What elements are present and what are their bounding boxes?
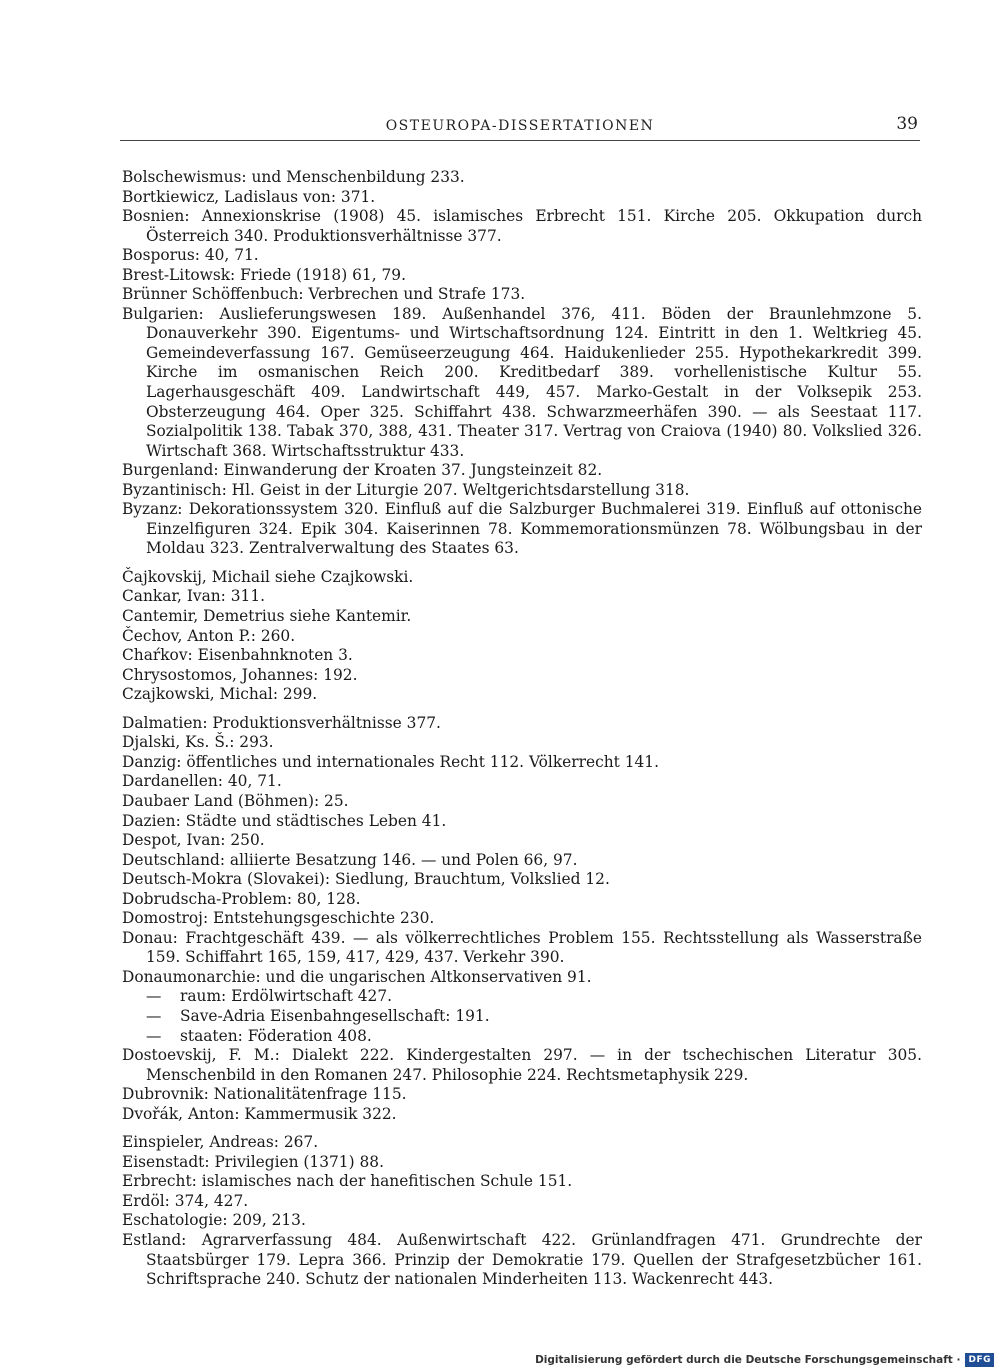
index-entry [122, 646, 922, 666]
entry-text: Domostroj: Entstehungsgeschichte 230. [122, 909, 435, 928]
entry-text: Einspieler, Andreas: 267. [122, 1133, 319, 1152]
subentry-dash: — [146, 1006, 162, 1025]
entry-text: Čajkovskij, Michail siehe Czajkowski. [122, 567, 414, 586]
index-entry [122, 929, 922, 968]
entry-text: Bolschewismus: und Menschenbildung 233. [122, 168, 465, 186]
index-entry [122, 1211, 922, 1231]
entry-text: staaten: Föderation 408. [180, 1026, 372, 1045]
header-rule [120, 140, 920, 141]
index-entry [122, 285, 922, 305]
entry-text: Brünner Schöffenbuch: Verbrechen und Strafe 173. [122, 285, 526, 304]
entry-text: Dostoevskij, F. M.: Dialekt 222. Kindergestalten 297. — in der tschechischen Literatur 305. Menschenbild in den Romanen 247. Philosophie 224. Rechtsmetaphysik 229. [122, 1046, 922, 1084]
index-entry [122, 1172, 922, 1192]
entry-text: Brest-Litowsk: Friede (1918) 61, 79. [122, 265, 406, 284]
index-letter-group [122, 1133, 922, 1289]
entry-text: Cantemir, Demetrius siehe Kantemir. [122, 607, 412, 626]
entry-text: Bosporus: 40, 71. [122, 246, 259, 265]
index-entry [122, 305, 922, 461]
index-entry [122, 772, 922, 792]
index-entry [122, 207, 922, 246]
index-entry [122, 792, 922, 812]
entry-text: Donau: Frachtgeschäft 439. — als völkerrechtliches Problem 155. Rechtsstellung als Wasserstraße 159. Schiffahrt 165, 159, 417, 429, 437. Verkehr 390. [122, 928, 922, 967]
index-entry [122, 1105, 922, 1125]
entry-text: Cankar, Ivan: 311. [122, 587, 266, 606]
entry-text: Daubaer Land (Böhmen): 25. [122, 791, 349, 810]
index-subentry [122, 1027, 922, 1047]
index-subentry [122, 1007, 922, 1027]
index-entry [122, 266, 922, 286]
index-entry [122, 831, 922, 851]
index-entry [122, 627, 922, 647]
index-entry [122, 168, 922, 188]
entry-text: Dardanellen: 40, 71. [122, 772, 282, 791]
index-entry [122, 587, 922, 607]
digitization-credit [535, 1352, 994, 1368]
index-entry [122, 851, 922, 871]
entry-text: Eschatologie: 209, 213. [122, 1211, 306, 1230]
subentry-dash: — [146, 1026, 162, 1045]
entry-text: Despot, Ivan: 250. [122, 831, 265, 850]
entry-text: Czajkowski, Michal: 299. [122, 685, 318, 704]
index-subentry [122, 987, 922, 1007]
index-entry [122, 1085, 922, 1105]
entry-text: Deutschland: alliierte Besatzung 146. — und Polen 66, 97. [122, 850, 578, 869]
entry-text: Dubrovnik: Nationalitätenfrage 115. [122, 1085, 407, 1104]
entry-text: Deutsch-Mokra (Slovakei): Siedlung, Brauchtum, Volkslied 12. [122, 870, 610, 889]
index-entry [122, 461, 922, 481]
index-entry [122, 685, 922, 705]
entry-text: Bosnien: Annexionskrise (1908) 45. islamisches Erbrecht 151. Kirche 205. Okkupation durch Österreich 340. Produktionsverhältnisse 377. [122, 207, 922, 245]
entry-text: Čechov, Anton P.: 260. [122, 626, 296, 645]
index-entry [122, 1231, 922, 1290]
index-entry [122, 890, 922, 910]
index-entry [122, 714, 922, 734]
index-entry [122, 666, 922, 686]
entry-text: Dalmatien: Produktionsverhältnisse 377. [122, 713, 441, 732]
page-number: 39 [896, 114, 918, 134]
entry-text: Danzig: öffentliches und internationales Recht 112. Völkerrecht 141. [122, 752, 659, 771]
index-entry [122, 968, 922, 988]
entry-text: Chaŕkov: Eisenbahnknoten 3. [122, 646, 353, 665]
index-entry [122, 909, 922, 929]
index-letter-group [122, 568, 922, 705]
index-letter-group [122, 714, 922, 1124]
entry-text: Byzanz: Dekorationssystem 320. Einfluß auf die Salzburger Buchmalerei 319. Einfluß auf ottonische Einzelfiguren 324. Epik 304. Kaiserinnen 78. Kommemorationsmünzen 78. Wölbungsbau in der Moldau 323. Zentralverwaltung des Staates 63. [122, 500, 922, 558]
index-entry [122, 733, 922, 753]
index-list [122, 168, 922, 1299]
index-entry [122, 1192, 922, 1212]
entry-text: Dazien: Städte und städtisches Leben 41. [122, 811, 447, 830]
index-entry [122, 1153, 922, 1173]
index-entry [122, 1046, 922, 1085]
index-entry [122, 246, 922, 266]
index-entry [122, 568, 922, 588]
index-entry [122, 188, 922, 208]
entry-text: Dobrudscha-Problem: 80, 128. [122, 889, 361, 908]
index-entry [122, 500, 922, 559]
entry-text: raum: Erdölwirtschaft 427. [180, 987, 393, 1006]
credit-text: Digitalisierung gefördert durch die Deutsche Forschungsgemeinschaft · [535, 1354, 961, 1366]
entry-text: Djalski, Ks. Š.: 293. [122, 733, 274, 752]
subentry-dash: — [146, 987, 162, 1006]
entry-text: Erbrecht: islamisches nach der hanefitischen Schule 151. [122, 1172, 573, 1191]
page-header [120, 114, 920, 140]
index-entry [122, 870, 922, 890]
index-entry [122, 607, 922, 627]
index-entry [122, 1133, 922, 1153]
entry-text: Bortkiewicz, Ladislaus von: 371. [122, 187, 376, 206]
entry-text: Erdöl: 374, 427. [122, 1191, 249, 1210]
entry-text: Dvořák, Anton: Kammermusik 322. [122, 1104, 397, 1123]
index-letter-group [122, 168, 922, 559]
dfg-logo-icon: DFG [965, 1353, 994, 1367]
index-entry [122, 481, 922, 501]
index-entry [122, 812, 922, 832]
entry-text: Donaumonarchie: und die ungarischen Altkonservativen 91. [122, 967, 592, 986]
entry-text: Bulgarien: Auslieferungswesen 189. Außenhandel 376, 411. Böden der Braunlehmzone 5. Donauverkehr 390. Eigentums- und Wirtschaftsordnung 124. Eintritt in den 1. Weltkrieg 45. Gemeindeverfassung 167. Gemüseerzeugung 464. Haidukenlieder 255. Hypothekarkredit 399. Kirche im osmanischen Reich 200. Kreditbedarf 389. vorhellenistische Kultur 55. Lagerhausgeschäft 409. Landwirtschaft 449, 457. Marko-Gestalt in der Volksepik 253. Obsterzeugung 464. Oper 325. Schiffahrt 438. Schwarzmeerhäfen 390. — als Seestaat 117. Sozialpolitik 138. Tabak 370, 388, 431. Theater 317. Vertrag von Craiova (1940) 80. Volkslied 326. Wirtschaft 368. Wirtschaftsstruktur 433. [122, 304, 922, 460]
entry-text: Eisenstadt: Privilegien (1371) 88. [122, 1152, 384, 1171]
running-title: OSTEUROPA-DISSERTATIONEN [385, 118, 655, 134]
entry-text: Burgenland: Einwanderung der Kroaten 37. Jungsteinzeit 82. [122, 461, 603, 480]
index-entry [122, 753, 922, 773]
entry-text: Estland: Agrarverfassung 484. Außenwirtschaft 422. Grünlandfragen 471. Grundrechte der Staatsbürger 179. Lepra 366. Prinzip der Demokratie 179. Quellen der Strafgesetzbücher 161. Schriftsprache 240. Schutz der nationalen Minderheiten 113. Wackenrecht 443. [122, 1230, 922, 1289]
entry-text: Chrysostomos, Johannes: 192. [122, 665, 358, 684]
entry-text: Save-Adria Eisenbahngesellschaft: 191. [180, 1006, 490, 1025]
entry-text: Byzantinisch: Hl. Geist in der Liturgie 207. Weltgerichtsdarstellung 318. [122, 480, 690, 499]
